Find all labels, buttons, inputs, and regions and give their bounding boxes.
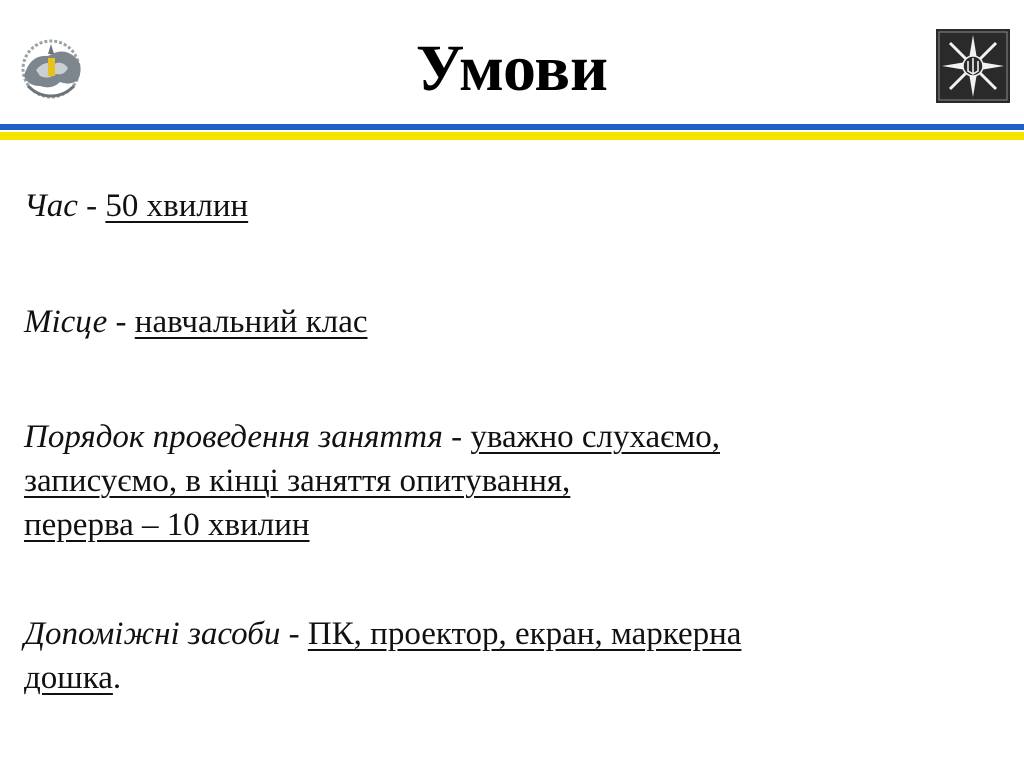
slide-header — [0, 0, 1024, 124]
condition-value-line: дошка — [24, 660, 113, 696]
condition-separator: - — [442, 419, 471, 455]
condition-value-line: записуємо, в кінці заняття опитування, — [24, 463, 571, 499]
condition-separator: - — [107, 304, 135, 340]
armed-forces-emblem-icon — [936, 29, 1010, 103]
condition-term: Допоміжні засоби — [24, 616, 281, 652]
page-title: Умови — [415, 32, 609, 105]
condition-tail: . — [112, 660, 122, 696]
condition-term: Місце — [24, 304, 108, 340]
condition-value-line: уважно слухаємо, — [470, 419, 720, 455]
condition-time — [24, 184, 248, 228]
header-stripe-yellow — [0, 132, 1024, 140]
condition-value: навчальний клас — [134, 304, 368, 340]
condition-place — [24, 300, 368, 344]
condition-aids — [24, 612, 741, 700]
condition-separator: - — [77, 188, 106, 224]
condition-value: 50 хвилин — [105, 188, 249, 224]
condition-separator: - — [280, 616, 308, 652]
condition-value-line: ПК, проектор, екран, маркерна — [307, 616, 742, 652]
condition-term: Час — [24, 188, 78, 224]
condition-value-line: перерва – 10 хвилин — [24, 507, 310, 543]
condition-term: Порядок проведення заняття — [24, 419, 443, 455]
condition-procedure — [24, 415, 720, 547]
